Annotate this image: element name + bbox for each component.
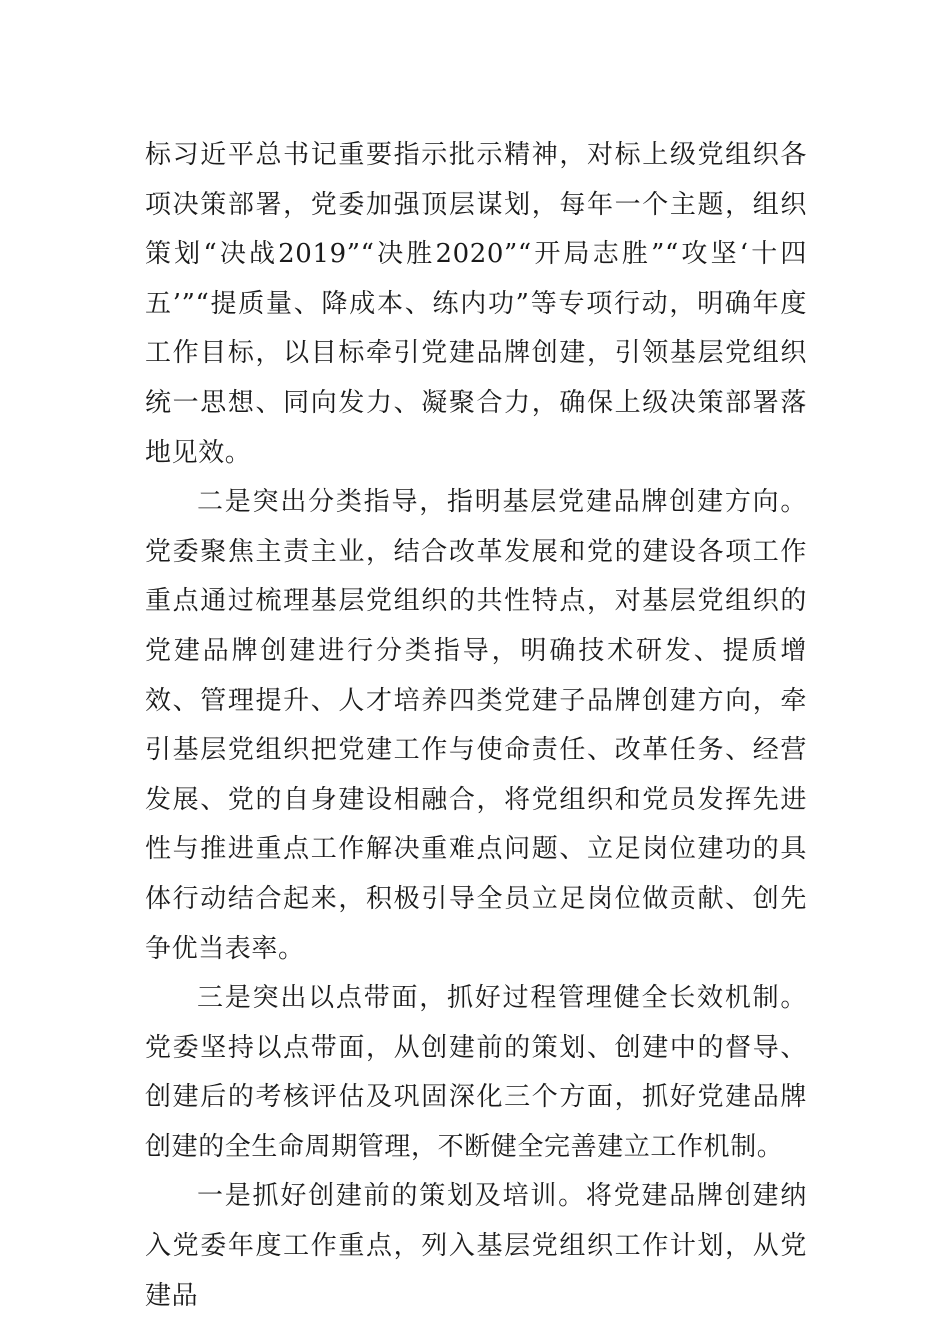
paragraph-planning-training: 一是抓好创建前的策划及培训。将党建品牌创建纳入党委年度工作重点，列入基层党组织工作计划，从党建品	[145, 1181, 807, 1311]
paragraph-continuation: 标习近平总书记重要指示批示精神，对标上级党组织各项决策部署，党委加强顶层谋划，每年一个主题，组织策划“决战2019”“决胜2020”“开局志胜”“攻坚‘十四五’”“提质量、降成本、练内功”等专项行动，明确年度工作目标，以目标牵引党建品牌创建，引领基层党组织统一思想、同向发力、凝聚合力，确保上级决策部署落地见效。	[145, 140, 807, 468]
paragraph-category-guidance: 二是突出分类指导，指明基层党建品牌创建方向。党委聚焦主责主业，结合改革发展和党的建设各项工作重点通过梳理基层党组织的共性特点，对基层党组织的党建品牌创建进行分类指导，明确技术研发、提质增效、管理提升、人才培养四类党建子品牌创建方向，牵引基层党组织把党建工作与使命责任、改革任务、经营发展、党的自身建设相融合，将党组织和党员发挥先进性与推进重点工作解决重难点问题、立足岗位建功的具体行动结合起来，积极引导全员立足岗位做贡献、创先争优当表率。	[145, 487, 807, 964]
document-page	[145, 131, 807, 1321]
paragraph-point-to-area: 三是突出以点带面，抓好过程管理健全长效机制。党委坚持以点带面，从创建前的策划、创建中的督导、创建后的考核评估及巩固深化三个方面，抓好党建品牌创建的全生命周期管理，不断健全完善建立工作机制。	[145, 983, 807, 1162]
